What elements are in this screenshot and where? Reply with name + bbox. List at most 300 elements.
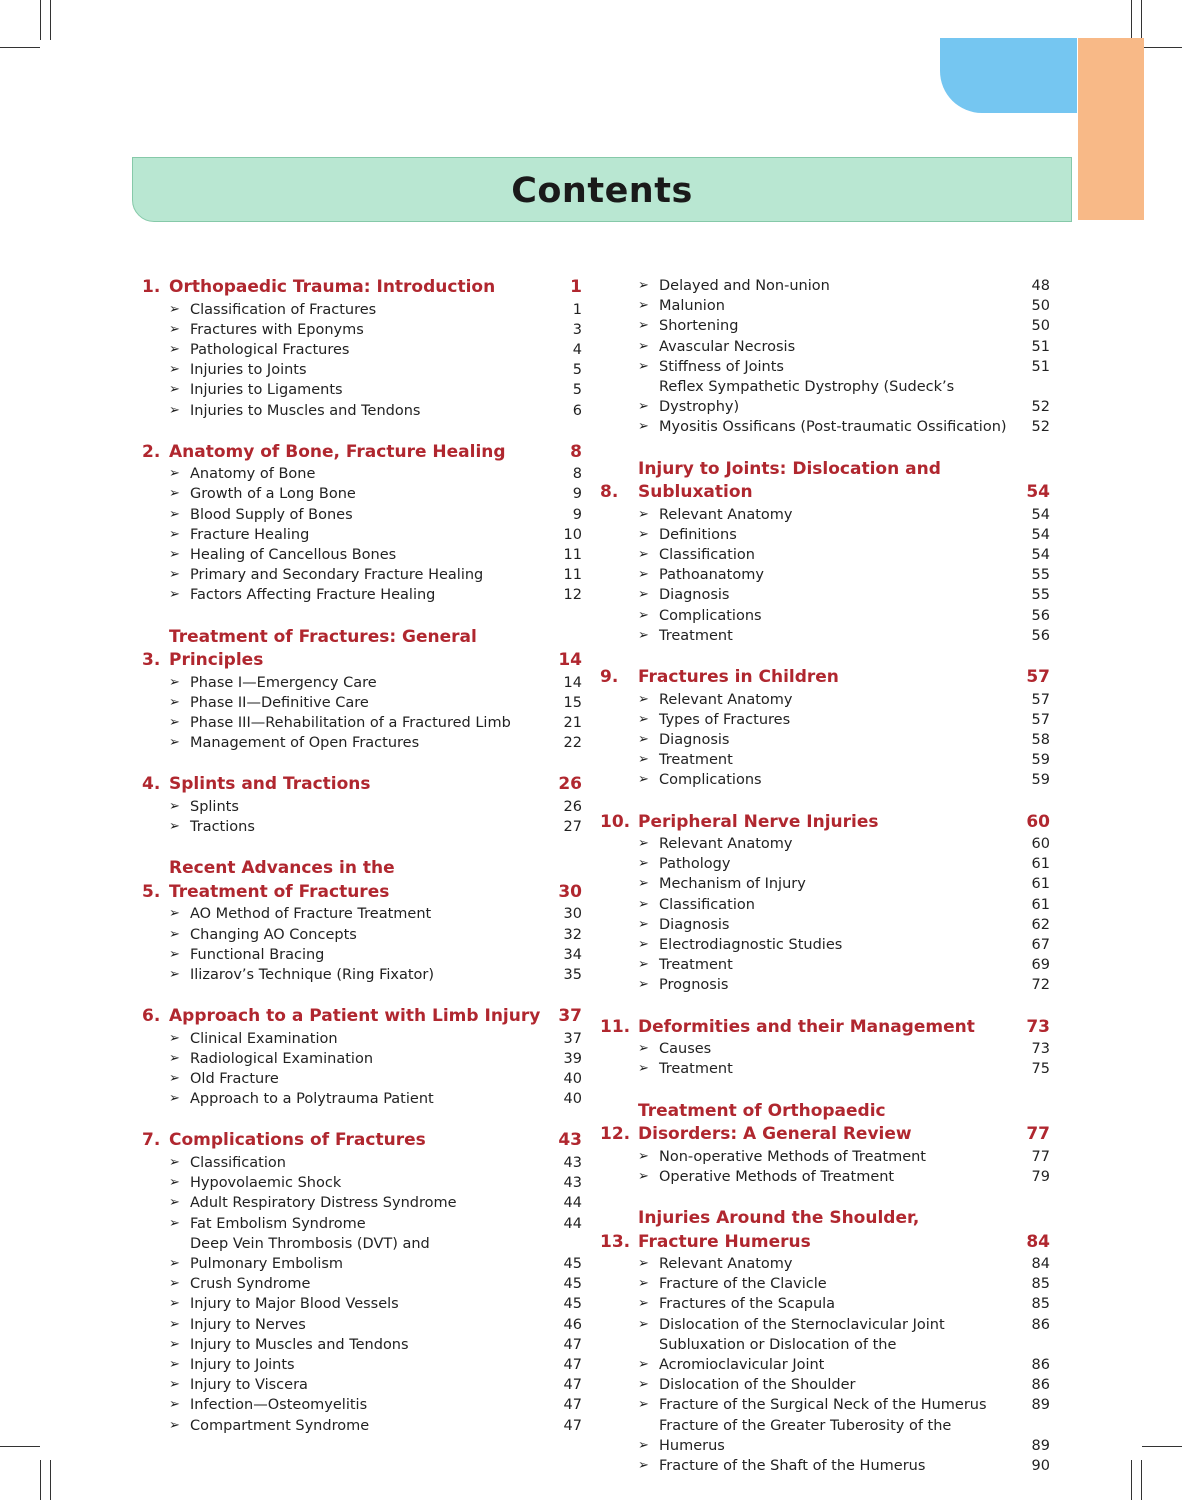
entry-title bbox=[190, 817, 546, 837]
arrowhead-bullet-icon: ➢ bbox=[638, 1397, 649, 1413]
entry-page-number: 84 bbox=[1031, 1256, 1050, 1272]
arrowhead-bullet-icon: ➢ bbox=[638, 338, 649, 354]
entry-title bbox=[190, 484, 546, 504]
toc-entry[interactable] bbox=[600, 585, 1050, 605]
entry-title bbox=[659, 770, 1014, 790]
toc-entry[interactable] bbox=[600, 1254, 1050, 1274]
arrowhead-bullet-icon: ➢ bbox=[169, 1276, 180, 1292]
arrowhead-bullet-icon: ➢ bbox=[638, 896, 649, 912]
toc-entry[interactable] bbox=[142, 1355, 582, 1375]
entry-page-number: 47 bbox=[563, 1397, 582, 1414]
entry-title-line: Healing of Cancellous Bones bbox=[190, 547, 397, 564]
chapter-number: 11. bbox=[600, 1016, 631, 1037]
chapter-number: 4. bbox=[142, 774, 161, 795]
toc-chapter bbox=[142, 441, 582, 606]
chapter-items bbox=[600, 1147, 1050, 1187]
arrowhead-bullet-icon: ➢ bbox=[169, 1417, 180, 1433]
entry-title bbox=[190, 797, 546, 817]
arrowhead-bullet-icon: ➢ bbox=[638, 278, 649, 293]
toc-entry[interactable] bbox=[142, 797, 582, 817]
toc-entry[interactable] bbox=[600, 710, 1050, 730]
toc-entry[interactable] bbox=[600, 874, 1050, 894]
toc-entry[interactable] bbox=[142, 340, 582, 360]
arrowhead-bullet-icon: ➢ bbox=[638, 1316, 649, 1332]
chapter-heading[interactable] bbox=[600, 666, 1050, 690]
entry-page-number: 54 bbox=[1031, 506, 1050, 523]
arrowhead-bullet-icon: ➢ bbox=[638, 957, 649, 973]
entry-title bbox=[659, 1315, 1014, 1335]
entry-title-line: Definitions bbox=[659, 526, 737, 543]
entry-page-number: 50 bbox=[1031, 298, 1050, 315]
toc-entry[interactable] bbox=[600, 955, 1050, 975]
crop-mark bbox=[0, 47, 40, 48]
entry-title bbox=[190, 300, 546, 320]
toc-entry[interactable] bbox=[142, 505, 582, 525]
entry-title bbox=[190, 965, 546, 985]
entry-title-line: Functional Bracing bbox=[190, 946, 325, 963]
chapter-heading[interactable] bbox=[142, 1005, 582, 1029]
entry-title-line: Adult Respiratory Distress Syndrome bbox=[190, 1195, 457, 1212]
chapter-heading[interactable] bbox=[142, 1129, 582, 1153]
toc-entry[interactable] bbox=[600, 1335, 1050, 1375]
toc-entry[interactable] bbox=[600, 545, 1050, 565]
chapter-page-number: 37 bbox=[558, 1006, 582, 1027]
chapter-number: 7. bbox=[142, 1130, 161, 1151]
toc-entry[interactable] bbox=[600, 505, 1050, 525]
entry-title-line: Electrodiagnostic Studies bbox=[659, 937, 843, 954]
arrowhead-bullet-icon: ➢ bbox=[169, 1256, 180, 1271]
toc-entry[interactable] bbox=[142, 525, 582, 545]
chapter-page-number: 57 bbox=[1026, 667, 1050, 688]
crop-mark bbox=[40, 0, 41, 40]
entry-title-line: Pathology bbox=[659, 856, 731, 873]
entry-title-line: Relevant Anatomy bbox=[659, 691, 793, 708]
entry-page-number: 40 bbox=[563, 1071, 582, 1088]
entry-title bbox=[659, 357, 1014, 377]
arrowhead-bullet-icon: ➢ bbox=[169, 1071, 180, 1087]
toc-entry[interactable] bbox=[142, 1234, 582, 1274]
chapter-title-line: Disorders: A General Review bbox=[638, 1124, 912, 1145]
toc-entry[interactable] bbox=[142, 585, 582, 605]
entry-page-number: 48 bbox=[1031, 278, 1050, 294]
entry-page-number: 75 bbox=[1031, 1061, 1050, 1078]
arrowhead-bullet-icon: ➢ bbox=[169, 567, 180, 583]
entry-title bbox=[190, 904, 546, 924]
toc-entry[interactable] bbox=[600, 1294, 1050, 1314]
arrowhead-bullet-icon: ➢ bbox=[638, 298, 649, 314]
entry-title bbox=[190, 713, 546, 733]
entry-title bbox=[190, 925, 546, 945]
entry-title-line: Hypovolaemic Shock bbox=[190, 1175, 342, 1192]
toc-entry[interactable] bbox=[142, 965, 582, 985]
entry-page-number: 55 bbox=[1031, 587, 1050, 604]
toc-entry[interactable] bbox=[142, 1029, 582, 1049]
entry-title-line: Relevant Anatomy bbox=[659, 506, 793, 523]
arrowhead-bullet-icon: ➢ bbox=[638, 836, 649, 852]
entry-title-line: Fractures of the Scapula bbox=[659, 1296, 836, 1313]
toc-entry[interactable] bbox=[600, 1059, 1050, 1079]
entry-title-line: Phase II—Definitive Care bbox=[190, 694, 369, 711]
toc-entry[interactable] bbox=[142, 925, 582, 945]
entry-title-line: Fracture Healing bbox=[190, 526, 310, 543]
entry-page-number: 10 bbox=[563, 526, 582, 543]
entry-title-line: Injury to Joints bbox=[190, 1357, 295, 1374]
chapter-title bbox=[638, 458, 1014, 505]
entry-title-line: Classification of Fractures bbox=[190, 301, 377, 318]
toc-entry[interactable] bbox=[600, 750, 1050, 770]
chapter-heading[interactable] bbox=[142, 276, 582, 300]
chapter-page-number: 73 bbox=[1026, 1016, 1050, 1037]
entry-title-line: Phase I—Emergency Care bbox=[190, 674, 377, 691]
entry-title bbox=[190, 945, 546, 965]
arrowhead-bullet-icon: ➢ bbox=[169, 382, 180, 398]
toc-entry[interactable] bbox=[600, 854, 1050, 874]
chapter-items bbox=[600, 1254, 1050, 1476]
arrowhead-bullet-icon: ➢ bbox=[169, 362, 180, 378]
arrowhead-bullet-icon: ➢ bbox=[169, 966, 180, 982]
toc-entry[interactable] bbox=[600, 417, 1050, 437]
chapter-number: 5. bbox=[142, 881, 161, 902]
toc-entry[interactable] bbox=[142, 300, 582, 320]
entry-title-line: Injuries to Joints bbox=[190, 362, 307, 379]
toc-entry[interactable] bbox=[142, 1274, 582, 1294]
entry-title bbox=[190, 1416, 546, 1436]
entry-title-line: Factors Affecting Fracture Healing bbox=[190, 587, 436, 604]
crop-mark bbox=[50, 0, 51, 40]
toc-entry[interactable] bbox=[142, 1173, 582, 1193]
toc-entry[interactable] bbox=[142, 484, 582, 504]
entry-title-line: Complications bbox=[659, 772, 762, 789]
entry-page-number: 54 bbox=[1031, 526, 1050, 543]
crop-mark bbox=[1142, 47, 1182, 48]
toc-entry[interactable] bbox=[600, 895, 1050, 915]
chapter-heading[interactable] bbox=[142, 857, 582, 904]
entry-title-line: Clinical Examination bbox=[190, 1030, 338, 1047]
chapter-number: 6. bbox=[142, 1006, 161, 1027]
arrowhead-bullet-icon: ➢ bbox=[169, 1397, 180, 1413]
entry-title-line: Injuries to Muscles and Tendons bbox=[190, 402, 421, 419]
entry-title bbox=[190, 585, 546, 605]
entry-title-line: Growth of a Long Bone bbox=[190, 486, 356, 503]
arrowhead-bullet-icon: ➢ bbox=[638, 1357, 649, 1373]
arrowhead-bullet-icon: ➢ bbox=[169, 1050, 180, 1066]
arrowhead-bullet-icon: ➢ bbox=[638, 607, 649, 623]
entry-title bbox=[659, 1059, 1014, 1079]
toc-entry[interactable] bbox=[142, 817, 582, 837]
entry-page-number: 8 bbox=[572, 466, 582, 483]
toc-entry[interactable] bbox=[600, 690, 1050, 710]
entry-title bbox=[659, 834, 1014, 854]
crop-mark bbox=[40, 1460, 41, 1500]
chapter-number: 1. bbox=[142, 277, 161, 297]
entry-title-line: Splints bbox=[190, 798, 239, 815]
toc-entry[interactable] bbox=[142, 1193, 582, 1213]
entry-title bbox=[659, 1395, 1014, 1415]
chapter-number: 3. bbox=[142, 650, 161, 671]
toc-entry[interactable] bbox=[142, 904, 582, 924]
toc-entry[interactable] bbox=[142, 1335, 582, 1355]
toc-entry[interactable] bbox=[600, 1315, 1050, 1335]
entry-title bbox=[659, 1167, 1014, 1187]
toc-entry[interactable] bbox=[142, 1294, 582, 1314]
toc-entry[interactable] bbox=[600, 935, 1050, 955]
toc-entry[interactable] bbox=[142, 1395, 582, 1415]
arrowhead-bullet-icon: ➢ bbox=[638, 937, 649, 953]
toc-entry[interactable] bbox=[600, 1274, 1050, 1294]
chapter-title-line: Anatomy of Bone, Fracture Healing bbox=[169, 441, 506, 462]
entry-title bbox=[659, 417, 1014, 437]
chapter-heading[interactable] bbox=[600, 458, 1050, 505]
toc-entry[interactable] bbox=[142, 380, 582, 400]
toc-entry[interactable] bbox=[600, 834, 1050, 854]
entry-title bbox=[659, 585, 1014, 605]
toc-entry[interactable] bbox=[142, 1153, 582, 1173]
crop-mark bbox=[0, 1446, 40, 1447]
chapter-title bbox=[169, 276, 546, 300]
toc-entry[interactable] bbox=[600, 1147, 1050, 1167]
entry-title-line: Anatomy of Bone bbox=[190, 466, 316, 483]
entry-page-number: 89 bbox=[1031, 1437, 1050, 1454]
arrowhead-bullet-icon: ➢ bbox=[638, 856, 649, 872]
chapter-title bbox=[169, 626, 546, 673]
toc-entry[interactable] bbox=[142, 360, 582, 380]
entry-title bbox=[190, 545, 546, 565]
entry-title-line: Injury to Viscera bbox=[190, 1377, 308, 1394]
entry-title bbox=[659, 525, 1014, 545]
entry-page-number: 12 bbox=[563, 587, 582, 604]
entry-page-number: 61 bbox=[1031, 876, 1050, 893]
toc-chapter bbox=[142, 857, 582, 985]
toc-entry[interactable] bbox=[600, 1395, 1050, 1415]
arrowhead-bullet-icon: ➢ bbox=[169, 674, 180, 690]
entry-title bbox=[190, 320, 546, 340]
toc-entry[interactable] bbox=[600, 915, 1050, 935]
arrowhead-bullet-icon: ➢ bbox=[169, 906, 180, 922]
toc-chapter bbox=[142, 1129, 582, 1435]
toc-entry[interactable] bbox=[600, 337, 1050, 357]
toc-entry[interactable] bbox=[600, 296, 1050, 316]
chapter-page-number: 30 bbox=[558, 881, 582, 902]
entry-title bbox=[190, 1029, 546, 1049]
entry-page-number: 11 bbox=[563, 547, 582, 564]
entry-page-number: 54 bbox=[1031, 547, 1050, 564]
toc-entry[interactable] bbox=[142, 673, 582, 693]
toc-entry[interactable] bbox=[142, 320, 582, 340]
entry-page-number: 60 bbox=[1031, 836, 1050, 853]
arrowhead-bullet-icon: ➢ bbox=[638, 358, 649, 374]
entry-title-line: Treatment bbox=[659, 957, 733, 974]
entry-title bbox=[659, 276, 1014, 296]
arrowhead-bullet-icon: ➢ bbox=[638, 772, 649, 788]
entry-title-line: Fractures with Eponyms bbox=[190, 321, 364, 338]
entry-title-line: Phase III—Rehabilitation of a Fractured Limb bbox=[190, 715, 511, 732]
chapter-number: 10. bbox=[600, 811, 631, 832]
chapter-title-line: Recent Advances in the bbox=[169, 858, 395, 879]
entry-page-number: 37 bbox=[563, 1030, 582, 1047]
toc-entry[interactable] bbox=[142, 733, 582, 753]
toc-entry[interactable] bbox=[142, 1049, 582, 1069]
entry-title-line: Stiffness of Joints bbox=[659, 358, 784, 375]
toc-entry[interactable] bbox=[600, 730, 1050, 750]
entry-title-line: Reflex Sympathetic Dystrophy (Sudeck’s Dystrophy) bbox=[659, 379, 955, 416]
arrowhead-bullet-icon: ➢ bbox=[638, 1148, 649, 1164]
entry-title bbox=[190, 464, 546, 484]
entry-title-line: Management of Open Fractures bbox=[190, 735, 420, 752]
entry-page-number: 73 bbox=[1031, 1041, 1050, 1058]
toc-entry[interactable] bbox=[600, 316, 1050, 336]
chapter-items bbox=[600, 834, 1050, 996]
entry-page-number: 9 bbox=[572, 486, 582, 503]
entry-title bbox=[659, 690, 1014, 710]
toc-entry[interactable] bbox=[600, 357, 1050, 377]
toc-entry[interactable] bbox=[142, 401, 582, 421]
entry-page-number: 45 bbox=[563, 1276, 582, 1293]
entry-title bbox=[659, 565, 1014, 585]
chapter-heading[interactable] bbox=[142, 773, 582, 797]
toc-entry[interactable] bbox=[142, 1069, 582, 1089]
entry-title bbox=[190, 401, 546, 421]
toc-entry[interactable] bbox=[142, 945, 582, 965]
entry-title-line: Diagnosis bbox=[659, 916, 730, 933]
entry-title bbox=[659, 505, 1014, 525]
chapter-heading[interactable] bbox=[600, 811, 1050, 835]
toc-entry[interactable] bbox=[600, 1167, 1050, 1187]
entry-title-line: Fat Embolism Syndrome bbox=[190, 1215, 366, 1232]
entry-page-number: 47 bbox=[563, 1417, 582, 1434]
entry-title bbox=[659, 975, 1014, 995]
entry-title-line: Dislocation of the Sternoclavicular Joint bbox=[659, 1316, 945, 1333]
chapter-heading[interactable] bbox=[600, 1016, 1050, 1040]
entry-page-number: 21 bbox=[563, 715, 582, 732]
toc-entry[interactable] bbox=[142, 464, 582, 484]
entry-title-line: Classification bbox=[659, 896, 755, 913]
arrowhead-bullet-icon: ➢ bbox=[638, 587, 649, 603]
chapter-heading[interactable] bbox=[142, 441, 582, 465]
toc-entry[interactable] bbox=[142, 565, 582, 585]
chapter-title-line: Peripheral Nerve Injuries bbox=[638, 811, 879, 832]
entry-title bbox=[659, 710, 1014, 730]
crop-mark bbox=[1131, 0, 1132, 40]
entry-page-number: 14 bbox=[563, 674, 582, 691]
entry-page-number: 40 bbox=[563, 1091, 582, 1108]
arrowhead-bullet-icon: ➢ bbox=[169, 466, 180, 482]
arrowhead-bullet-icon: ➢ bbox=[169, 946, 180, 962]
arrowhead-bullet-icon: ➢ bbox=[169, 341, 180, 357]
toc-entry[interactable] bbox=[142, 713, 582, 733]
arrowhead-bullet-icon: ➢ bbox=[638, 1276, 649, 1292]
entry-page-number: 51 bbox=[1031, 338, 1050, 355]
toc-entry[interactable] bbox=[600, 377, 1050, 417]
entry-title-line: Prognosis bbox=[659, 977, 729, 994]
arrowhead-bullet-icon: ➢ bbox=[169, 301, 180, 317]
entry-page-number: 11 bbox=[563, 567, 582, 584]
toc-column-right bbox=[600, 276, 1050, 1496]
arrowhead-bullet-icon: ➢ bbox=[638, 567, 649, 583]
chapter-heading[interactable] bbox=[142, 626, 582, 673]
chapter-title-line: Fracture Humerus bbox=[638, 1231, 811, 1252]
entry-title-line: Diagnosis bbox=[659, 587, 730, 604]
arrowhead-bullet-icon: ➢ bbox=[169, 506, 180, 522]
arrowhead-bullet-icon: ➢ bbox=[169, 1357, 180, 1373]
chapter-number: 13. bbox=[600, 1231, 631, 1252]
toc-entry[interactable] bbox=[142, 1416, 582, 1436]
entry-title-line: Injuries to Ligaments bbox=[190, 382, 343, 399]
toc-chapter bbox=[600, 1100, 1050, 1187]
toc-entry[interactable] bbox=[142, 545, 582, 565]
entry-title bbox=[190, 733, 546, 753]
chapter-title bbox=[169, 773, 546, 797]
toc-entry[interactable] bbox=[142, 1315, 582, 1335]
chapter-title bbox=[638, 1100, 1014, 1147]
arrowhead-bullet-icon: ➢ bbox=[169, 321, 180, 337]
arrowhead-bullet-icon: ➢ bbox=[638, 1256, 649, 1271]
entry-title bbox=[659, 377, 1014, 417]
arrowhead-bullet-icon: ➢ bbox=[169, 1195, 180, 1211]
arrowhead-bullet-icon: ➢ bbox=[638, 399, 649, 415]
entry-title bbox=[659, 1294, 1014, 1314]
crop-mark bbox=[1131, 1460, 1132, 1500]
arrowhead-bullet-icon: ➢ bbox=[638, 711, 649, 727]
entry-title-line: Pathological Fractures bbox=[190, 341, 350, 358]
chapter-title-line: Orthopaedic Trauma: Introduction bbox=[169, 277, 496, 297]
toc-entry[interactable] bbox=[600, 565, 1050, 585]
entry-page-number: 52 bbox=[1031, 399, 1050, 416]
chapter-items bbox=[142, 1153, 582, 1436]
entry-title bbox=[190, 1375, 546, 1395]
toc-entry[interactable] bbox=[142, 1089, 582, 1109]
chapter-heading[interactable] bbox=[600, 1207, 1050, 1254]
crop-mark bbox=[1141, 0, 1142, 40]
toc-entry[interactable] bbox=[600, 525, 1050, 545]
toc-entry[interactable] bbox=[600, 606, 1050, 626]
entry-title bbox=[659, 1254, 1014, 1274]
entry-title bbox=[190, 1294, 546, 1314]
entry-title bbox=[659, 296, 1014, 316]
entry-page-number: 59 bbox=[1031, 772, 1050, 789]
entry-page-number: 43 bbox=[563, 1175, 582, 1192]
chapter-items bbox=[600, 505, 1050, 646]
entry-title-line: Approach to a Polytrauma Patient bbox=[190, 1091, 434, 1108]
toc-entry[interactable] bbox=[600, 626, 1050, 646]
entry-title bbox=[190, 1395, 546, 1415]
toc-entry[interactable] bbox=[142, 1375, 582, 1395]
toc-entry[interactable] bbox=[600, 276, 1050, 296]
toc-chapter bbox=[600, 1207, 1050, 1476]
chapter-heading[interactable] bbox=[600, 1100, 1050, 1147]
toc-entry[interactable] bbox=[600, 1039, 1050, 1059]
toc-entry[interactable] bbox=[600, 1375, 1050, 1395]
toc-entry[interactable] bbox=[600, 770, 1050, 790]
entry-title-line: Primary and Secondary Fracture Healing bbox=[190, 567, 484, 584]
chapter-items bbox=[142, 673, 582, 754]
entry-title bbox=[190, 1049, 546, 1069]
toc-entry[interactable] bbox=[600, 1416, 1050, 1456]
toc-entry[interactable] bbox=[142, 693, 582, 713]
entry-page-number: 51 bbox=[1031, 358, 1050, 375]
entry-title bbox=[190, 340, 546, 360]
arrowhead-bullet-icon: ➢ bbox=[169, 1091, 180, 1107]
entry-title bbox=[190, 380, 546, 400]
toc-entry[interactable] bbox=[600, 1456, 1050, 1476]
entry-title-line: Shortening bbox=[659, 318, 739, 335]
chapter-number: 2. bbox=[142, 441, 161, 462]
entry-page-number: 44 bbox=[563, 1215, 582, 1232]
toc-entry[interactable] bbox=[600, 975, 1050, 995]
toc-entry[interactable] bbox=[142, 1214, 582, 1234]
arrowhead-bullet-icon: ➢ bbox=[638, 318, 649, 334]
entry-title-line: AO Method of Fracture Treatment bbox=[190, 906, 432, 923]
entry-title-line: Complications bbox=[659, 607, 762, 624]
